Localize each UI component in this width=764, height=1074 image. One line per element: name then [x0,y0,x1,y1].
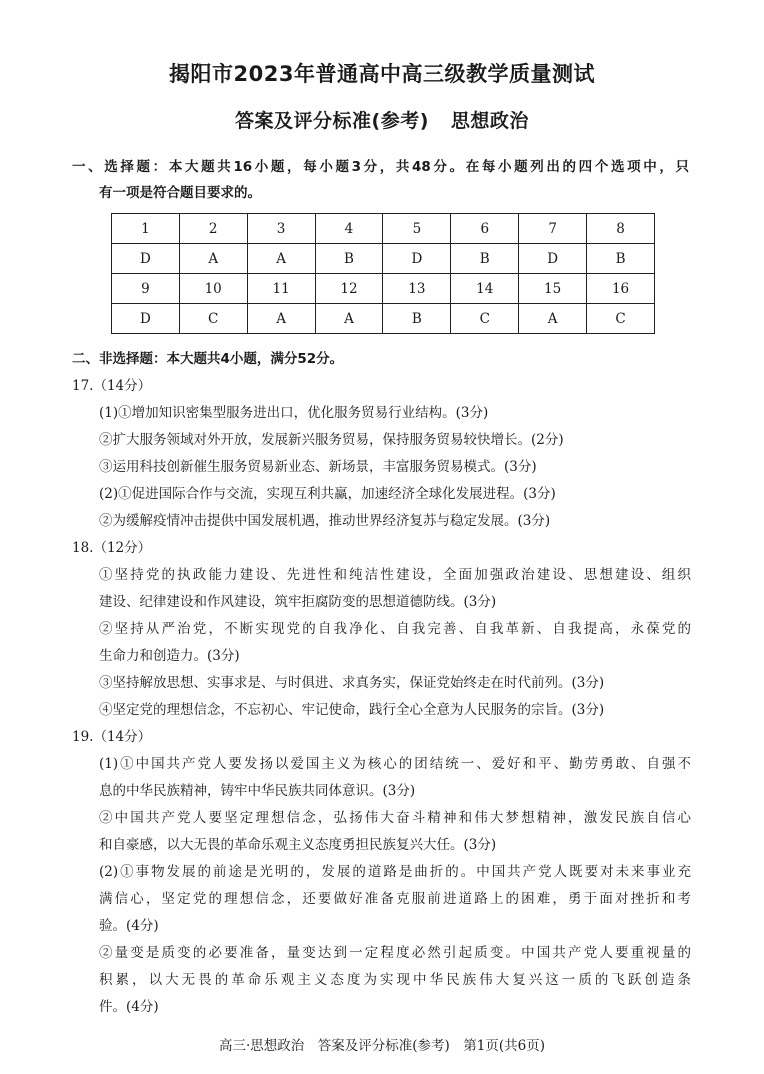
table-cell: B [587,244,655,274]
table-row [112,244,655,274]
table-cell: B [315,244,383,274]
answer-subtitle [0,106,764,133]
q19-answer-line: 和自豪感，以大无畏的革命乐观主义态度勇担民族复兴大任。(3分) [99,837,497,853]
table-cell: 4 [315,214,383,244]
table-cell: D [383,244,451,274]
subtitle-subject: 思想政治 [450,110,529,132]
exam-title: 揭阳市2023年普通高中高三级教学质量测试 [169,62,595,86]
table-cell: C [179,304,247,334]
q19-heading: 19.（14分） [72,729,152,745]
q19-answer-line: (1)①中国共产党人要发扬以爱国主义为核心的团结统一、爱好和平、勤劳勇敢、自强不 [99,756,691,772]
table-cell: 1 [112,214,180,244]
q18-answer-line: 建设、纪律建设和作风建设，筑牢拒腐防变的思想道德防线。(3分) [99,594,497,610]
section2-heading: 二、非选择题：本大题共4小题，满分52分。 [72,351,344,367]
table-cell: 2 [179,214,247,244]
table-cell: A [247,244,315,274]
q18-answer-line: 生命力和创造力。(3分) [99,648,240,664]
table-cell: C [587,304,655,334]
q19-answer-line: (2)①事物发展的前途是光明的，发展的道路是曲折的。中国共产党人既要对未来事业充 [99,864,691,880]
q19-answer-line: 满信心，坚定党的理想信念，还要做好准备克服前进道路上的困难，勇于面对挫折和考 [99,891,691,907]
q18-answer-line: ④坚定党的理想信念，不忘初心、牢记使命，践行全心全意为人民服务的宗旨。(3分) [99,702,605,718]
table-cell: B [451,244,519,274]
q18-heading: 18.（12分） [72,540,152,556]
table-cell: 5 [383,214,451,244]
q18-answer-line: ①坚持党的执政能力建设、先进性和纯洁性建设，全面加强政治建设、思想建设、组织 [99,567,691,583]
table-cell: 14 [451,274,519,304]
table-cell: 10 [179,274,247,304]
table-cell: 8 [587,214,655,244]
q19-answer-line: ②中国共产党人要坚定理想信念，弘扬伟大奋斗精神和伟大梦想精神，激发民族自信心 [99,810,691,826]
q19-answer-line: ②量变是质变的必要准备，量变达到一定程度必然引起质变。中国共产党人要重视量的 [99,945,691,961]
table-cell: 13 [383,274,451,304]
subtitle-main: 答案及评分标准(参考) [235,110,429,132]
table-cell: A [315,304,383,334]
table-cell: 11 [247,274,315,304]
page-footer: 高三·思想政治 答案及评分标准(参考) 第1页(共6页) [218,1038,546,1054]
table-cell: D [519,244,587,274]
table-cell: 6 [451,214,519,244]
table-cell: 3 [247,214,315,244]
q19-answer-line: 件。(4分) [99,999,159,1015]
table-cell: 7 [519,214,587,244]
table-cell: A [247,304,315,334]
section1-instructions-line2: 有一项是符合题目要求的。 [99,185,261,201]
table-cell: A [179,244,247,274]
section1-instructions-line1: 一、选择题：本大题共16小题，每小题3分，共48分。在每小题列出的四个选项中，只 [72,159,689,175]
table-cell: B [383,304,451,334]
table-cell: C [451,304,519,334]
q19-answer-line: 积累，以大无畏的革命乐观主义态度为实现中华民族伟大复兴这一质的飞跃创造条 [99,972,691,988]
table-cell: 12 [315,274,383,304]
q19-answer-line: 验。(4分) [99,918,159,934]
table-cell: 16 [587,274,655,304]
answer-table [111,213,655,334]
q17-answer-line: ②扩大服务领域对外开放，发展新兴服务贸易，保持服务贸易较快增长。(2分) [99,432,564,448]
q17-heading: 17.（14分） [72,378,152,394]
q18-answer-line: ②坚持从严治党，不断实现党的自我净化、自我完善、自我革新、自我提高，永葆党的 [99,621,691,637]
table-cell: A [519,304,587,334]
q17-answer-line: ③运用科技创新催生服务贸易新业态、新场景，丰富服务贸易模式。(3分) [99,459,537,475]
table-cell: D [112,244,180,274]
table-cell: 9 [112,274,180,304]
q19-answer-line: 息的中华民族精神，铸牢中华民族共同体意识。(3分) [99,783,416,799]
table-row [112,214,655,244]
q17-answer-line: (2)①促进国际合作与交流，实现互利共赢，加速经济全球化发展进程。(3分) [99,486,556,502]
q17-answer-line: ②为缓解疫情冲击提供中国发展机遇，推动世界经济复苏与稳定发展。(3分) [99,513,551,529]
q17-answer-line: (1)①增加知识密集型服务进出口，优化服务贸易行业结构。(3分) [99,405,489,421]
table-row [112,304,655,334]
q18-answer-line: ③坚持解放思想、实事求是、与时俱进、求真务实，保证党始终走在时代前列。(3分) [99,675,605,691]
table-cell: D [112,304,180,334]
table-cell: 15 [519,274,587,304]
table-row [112,274,655,304]
